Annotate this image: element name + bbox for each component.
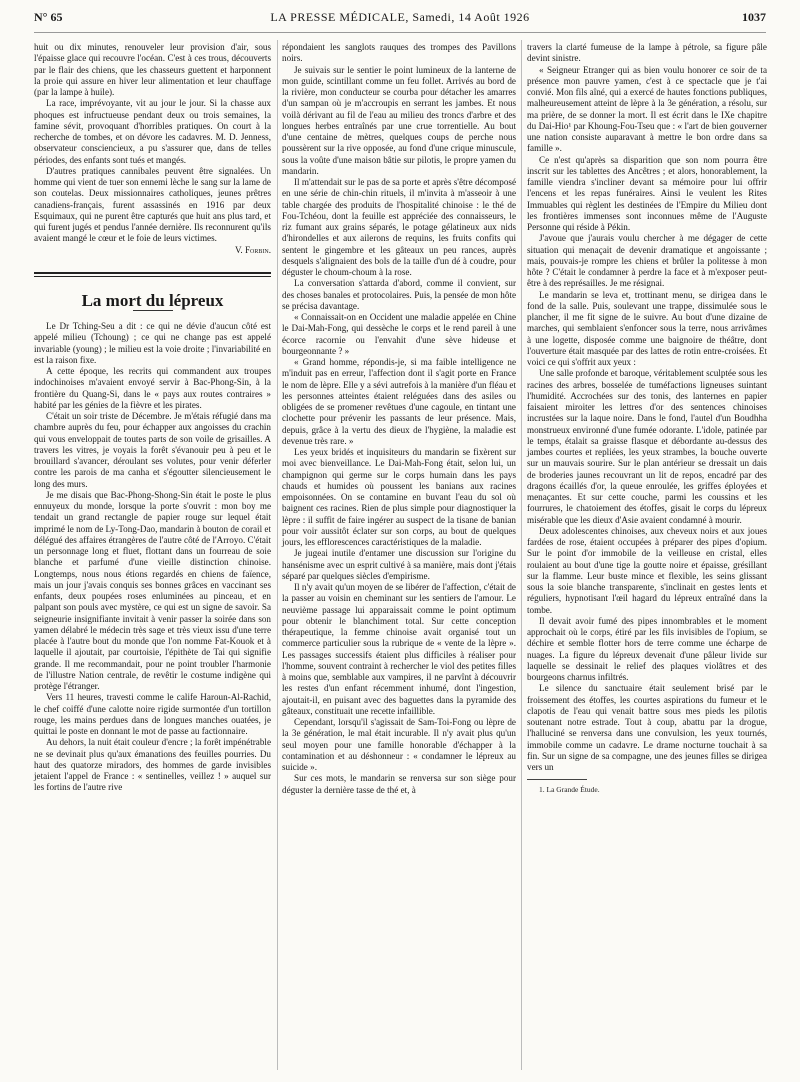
journal-title: LA PRESSE MÉDICALE, Samedi, 14 Août 1926 [270,10,530,24]
paragraph: Il devait avoir fumé des pipes innombrables et le moment approchait où le corps, étiré par les fils invisibles de l'opium, se déchire et semble flotter hors de terre comme une écharpe de nuages. La figure du lépreux devenait d'une pâleur livide sur laquelle se dessinait le relief des plaques violâtres et des bourgeons charnus infiltrés. [527,615,767,682]
paragraph: La conversation s'attarda d'abord, comme il convient, sur des choses banales et protocolaires. Puis, la pensée de mon hôte se précisa davantage. [282,278,516,311]
footnote-rule [527,779,587,780]
title-rule [133,310,173,311]
issue-number: N° 65 [34,10,63,24]
paragraph: Sur ces mots, le mandarin se renversa sur son siège pour déguster la dernière tasse de thé et, à [282,773,516,795]
column-separator [277,40,278,1070]
paragraph: Au dehors, la nuit était couleur d'encre ; la forêt impénétrable ne se devinait plus qu'aux émanations des feuilles pourries. Du haut des quatorze miradors, des hommes de garde invisibles jetaient l'appel de France : « sentinelles, veillez ! » auquel sur les fortins de l'autre rive [34,737,271,793]
paragraph: A cette époque, les recrits qui commandent aux troupes indochinoises m'avaient envoyé servir à Bac-Phong-Sin, à la frontière du Quang-Si, dans le « pays aux routes contraires » habité par les génies de la fièvre et les pirates. [34,366,271,410]
paragraph: Une salle profonde et baroque, véritablement sculptée sous les racines des arbres, bosselée de tuméfactions ligneuses suintant l'humidité. Accrochées sur des tonis, des lanternes en papier faisaient miroiter les lettres d'or des sentences chinoises incrustées sur la laque noire. Dans le fond, l'autel d'un Boudhha monstrueux environné d'une fumée odorante. L'idole, patinée par le temps, étalait sa graisse flasque et débordante au-dessus des jambes courtes et repliées, les yeux strambes, la bouche ouverte sur un mauvais sourire. Sur le plan antérieur se dressait un dais de broderies jaunes recouvrant un lit de repos, encadré par des dragons écaillés d'or, la queue enroulée, les griffes éployées et menaçantes. Et sur cette couche, parmi les coussins et les fourrures, le chatoiement des étoffes, gisait le corps du lépreux misérable que les dieux d'Asie avaient condamné à mourir. [527,368,767,525]
paragraph: « Grand homme, répondis-je, si ma faible intelligence ne m'induit pas en erreur, l'affection dont il s'agit porte en France le nom de lèpre. Elle y a sévi autrefois à la manière d'un fléau et les personnes atteintes étaient reléguées dans des asiles ou obligées de se promener revêtues d'une cagoule, en tintant une clochette pour prévenir les passants de leur présence. Mais, depuis, grâce à la vertu des dieux de l'hygiène, la maladie est devenue très rare. » [282,357,516,446]
column-2 [282,42,516,796]
paragraph: D'autres pratiques cannibales peuvent être signalées. Un homme qui vient de tuer son ennemi lèche le sang sur la lame de son coutelas. Deux missionnaires catholiques, jeunes prêtres canadiens-français, furent assassinés en 1916 par deux Esquimaux, qui ne purent être capturés que huit ans plus tard, et qui furent jugés et pendus l'année dernière. Ils reconnurent qu'ils avaient mangé le cœur et le foie de leurs victimes. [34,165,271,244]
column-1 [34,42,271,794]
paragraph: répondaient les sanglots rauques des trompes des Pavillons noirs. [282,42,516,64]
paragraph: Il m'attendait sur le pas de sa porte et après s'être décomposé en une série de chin-chin rituels, il m'invita à m'asseoir à une table chargée des produits de l'hospitalité chinoise : le thé de Fou-Tchéou, dont la feuille est appréciée des connaisseurs, le riz fumant aux grains séparés, le potage gélatineux aux nids d'hirondelles et aux ailerons de requins, les fruits confits qui sentent le gingembre et les gâteaux un peu rances, auprès desquels s'alignaient des bols de la taille d'un dé à coudre, pour déguster le choum-choum à la rose. [282,177,516,277]
paragraph: C'était un soir triste de Décembre. Je m'étais réfugié dans ma chambre auprès du feu, pour échapper aux angoisses du crachin qui vous enveloppait de toutes parts de son voile de grisailles. A travers les vitres, je voyais la forêt s'évanouir peu à peu et le brouillard s'avancer, déroulant ses volutes, pour venir déferler contre les parois de ma canha et s'égoutter silencieusement le long des murs. [34,411,271,489]
paragraph: Le Dr Tching-Seu a dit : ce qui ne dévie d'aucun côté est appelé milieu (Tchoung) ; ce qui ne change pas est appelé invariable (young) ; le milieu est la voie droite ; l'invariabilité en est la raison fixe. [34,321,271,365]
paragraph: Je me disais que Bac-Phong-Shong-Sin était le poste le plus ennuyeux du monde, lorsque la porte s'ouvrit : mon boy me tendait un grand rectangle de papier rouge sur lequel était imprimé le nom de Ly-Tong-Dao, mandarin à bouton de corail et délégué des affaires étrangères de l'autre côté de l'Arroyo. C'était un personnage long et fluet, flottant dans un fourreau de soie blanche et parfumé d'une vieille distinction chinoise. Longtemps, nous nous étions regardés en chiens de faïence, mais un jour j'avais conquis ses bonnes grâces en vaccinant ses enfants, deux poupées roses enluminées au pinceau, et en palpant son pouls avec mystère, ce qui est un signe de savoir. Sa seigneurie insignifiante invitait à venir passer la soirée dans son yamen délabré le médecin très sage et très vieux issu d'une terre placée à l'autre bout du monde que l'on nomme Fat-Kouok et à laquelle il ajoutait, par courtoisie, l'épithète de Tai qui signifie grande. Il me recommandait, pour ne point troubler l'harmonie de l'illustre Nation centrale, de revêtir le costume indigène qui protège l'étranger. [34,489,271,691]
paragraph: La race, imprévoyante, vit au jour le jour. Si la chasse aux phoques est infructueuse pendant deux ou trois semaines, la famine sévit, provoquant d'horribles pratiques. On court à la recherche de tombes, et on dévore les cadavres. M. D. Jenness, observateur consciencieux, a pu s'assurer que, dans de telles périodes, des enfants sont tués et mangés. [34,98,271,165]
paragraph: Vers 11 heures, travesti comme le calife Haroun-Al-Rachid, le chef coiffé d'une calotte noire rigide surmontée d'un tortillon rouge, les mains perdues dans de longues manches ouatées, je quittai le poste en donnant le mot de passe au factionnaire. [34,692,271,736]
paragraph: Les yeux bridés et inquisiteurs du mandarin se fixèrent sur moi avec bienveillance. Le Dai-Mah-Fong était, selon lui, un champignon qui germe sur le corps humain dans les pays chauds et humides où poussent les banians aux racines empoisonnées. On se contamine en buvant l'eau du sol où baignent ces racines. Rien de plus simple pour diagnostiquer la lèpre : il suffit de faire ingérer au suspect de la tisane de banian pour voir aussitôt éclater sur son corps, au bout de quelques jours, les efflorescences caractéristiques de la maladie. [282,447,516,547]
paragraph: travers la clarté fumeuse de la lampe à pétrole, sa figure pâle devint sinistre. [527,42,767,64]
paragraph: « Connaissait-on en Occident une maladie appelée en Chine le Dai-Mah-Fong, qui dessèche le corps et le rend pareil à une écorce racornie ou l'envahit d'une sève hideuse et bourgeonnante ? » [282,312,516,356]
article-divider [34,276,271,277]
paragraph: Il n'y avait qu'un moyen de se libérer de l'affection, c'était de la passer au voisin en cheminant sur les sentiers de l'amour. Le neuvième passage lui apparaissait comme le point optimum pour obtenir le blanchiment total. Sur cette conception thérapeutique, la femme chinoise avait organisé tout un commerce particulier sous la rubrique de « vente de la lèpre ». Les passages successifs étaient plus difficiles à réaliser pour l'homme, souvent contraint à rechercher le viol des petites filles à moins que, semblable aux vampires, il ne parvînt à découvrir les restes d'un enfant récemment inhumé, dont l'ingestion, ajoutait-il, en puisant avec des baguettes dans la pyramide des gâteaux, constituait une recette infaillible. [282,582,516,716]
paragraph: Ce n'est qu'après sa disparition que son nom pourra être inscrit sur les tablettes des Ancêtres ; et alors, honorablement, la famille viendra s'incliner devant sa mémoire pour lui offrir l'encens et les repas funéraires. Ainsi le veulent les Rites Immuables qui règlent les destinées de l'Empire du Milieu dont les frontières immenses sont inconnues même de l'Auguste Personne qui réside à Pékin. [527,154,767,232]
author-signature: V. Forbin. [235,244,271,255]
paragraph: Deux adolescentes chinoises, aux cheveux noirs et aux joues fardées de rose, étaient occupées à préparer des pipes d'opium. Sur le point d'or immobile de la veilleuse en cristal, elles roulaient au bout d'une tige la goutte noire et épaisse, grésillant sur la flamme. Leur buste mince et flexible, les seins glissant sous la soie blanche transparente, s'inclinait en gestes lents et réguliers, hypnotisant l'œil hagard du lépreux entraîné dans la tombe. [527,525,767,615]
paragraph: J'avoue que j'aurais voulu chercher à me dégager de cette situation qui menaçait de devenir dramatique et angoissante ; mais, pouvais-je rompre les chiens et brûler la politesse à mon hôte ? C'était le condamner à perdre la face et à m'exposer peut-être à des représailles. Je me résignai. [527,233,767,289]
header-rule [34,32,766,33]
paragraph: « Seigneur Etranger qui as bien voulu honorer ce soir de ta présence mon pauvre yamen, c'est à ce spectacle que je t'ai convié. Mon fils aîné, qui a exercé de hautes fonctions publiques, malheureusement atteint de lèpre à la 3e génération, a résolu, sur ma prière, de se donner la mort. Il est écrit dans le IXe chapitre du Dai-Hio¹ par Khoung-Fou-Tseu que : « l'art de bien gouverner une nation consiste auparavant à mettre le bon ordre dans sa famille ». [527,64,767,154]
page-number: 1037 [742,10,766,24]
paragraph: Le mandarin se leva et, trottinant menu, se dirigea dans le fond de la salle. Puis, soulevant une trappe, dissimulée sous le plancher, il me fit signe de le suivre. Au bout d'une dizaine de marches, qui semblaient s'enfoncer sous la terre, nous arrivâmes à une logette, disposée comme une baignoire de théâtre, dont l'ouverture était masquée par des lattes de rotin entre-croisées. Et voici ce qui s'offrit aux yeux : [527,289,767,367]
column-3 [527,42,767,796]
article-divider [34,272,271,274]
page-header [34,8,766,28]
column-separator [521,40,522,1070]
footnote: 1. La Grande Étude. [539,785,600,795]
article-title: La mort du lépreux [81,290,224,310]
paragraph: huit ou dix minutes, renouveler leur provision d'air, sous l'épaisse glace qui recouvre l'océan. C'est à ces trous, découverts par le flair des chiens, que les chasseurs guettent et harponnent la proie qui assure en hiver leur alimentation et leur chauffage (par la lampe à huile). [34,42,271,97]
paragraph: Cependant, lorsqu'il s'agissait de Sam-Toi-Fong ou lèpre de la 3e génération, le mal était incurable. Il n'y avait plus qu'un seul moyen pour une famille honorable d'échapper à la contamination et au déshonneur : « condamner le lépreux au suicide ». [282,717,516,772]
paragraph: Je suivais sur le sentier le point lumineux de la lanterne de mon guide, scintillant comme un feu follet. Arrivés au bord de la rivière, mon conducteur se courba pour détacher les amarres d'un sampan où je m'accroupis en serrant les jambes. Et nous voilà dérivant au fil de l'eau au milieu des troncs d'arbre et des longues herbes entraînés par une crue torrentielle. Au bout d'une centaine de mètres, quelques coups de perche nous poussèrent sur la rive opposée, au fond d'une crique minuscule, sous la voûte d'une maison bâtie sur pilotis, le propre yamen du mandarin. [282,64,516,176]
paragraph: Je jugeai inutile d'entamer une discussion sur l'origine du hansénisme avec un esprit cultivé à sa manière, mais dont j'étais séparé par quelques siècles d'empirisme. [282,548,517,581]
paragraph: Le silence du sanctuaire était seulement brisé par le froissement des étoffes, les courtes aspirations du fumeur et le clapotis de l'eau qui venait battre sous mes pieds les pilotis soutenant notre estrade. Tout à coup, abattu par la drogue, l'halluciné se renversa dans une convulsion, les yeux tournés, immobile comme un cadavre. Le drame nocturne touchait à sa fin. Sur un signe de sa compagne, une des jeunes filles se dirigea vers un [527,683,767,772]
